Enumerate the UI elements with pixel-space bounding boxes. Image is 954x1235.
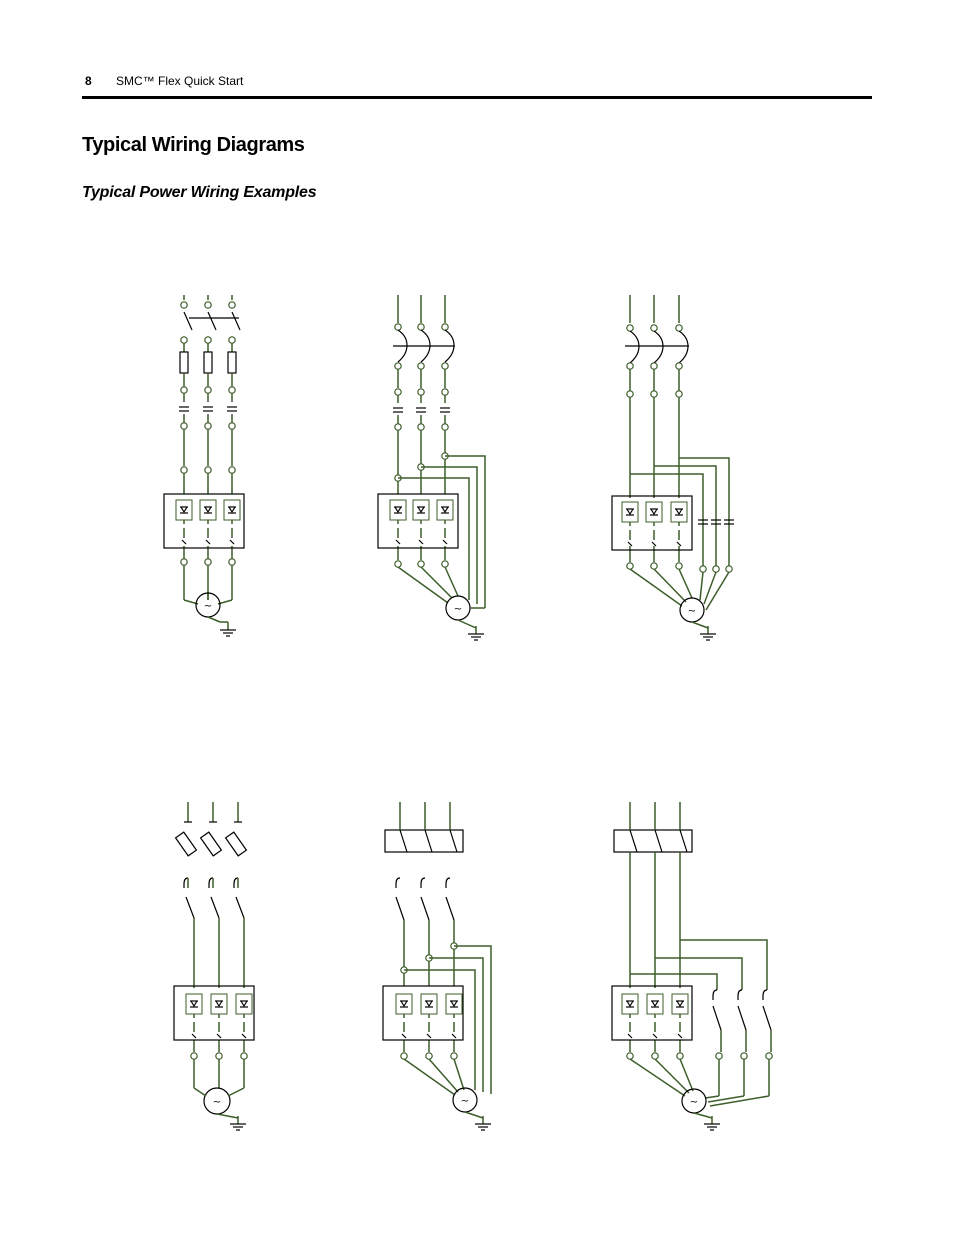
smc-controller-box — [612, 496, 692, 550]
terminal-node — [766, 1053, 772, 1059]
scr-cell — [176, 500, 192, 520]
wire — [242, 1034, 246, 1038]
terminal-node — [418, 389, 424, 395]
scr-icon — [426, 1001, 432, 1006]
wire — [206, 540, 210, 544]
fuse-icon — [201, 832, 222, 856]
terminal-node — [229, 467, 235, 473]
contact-hook — [738, 990, 742, 1000]
wire — [228, 1088, 244, 1096]
wire — [443, 540, 447, 544]
terminal-node — [205, 302, 211, 308]
breaker-arc — [654, 331, 663, 363]
fuse-icon — [176, 832, 197, 856]
scr-icon — [677, 1001, 683, 1006]
breaker-arc — [630, 331, 639, 363]
terminal-node — [418, 324, 424, 330]
terminal-node — [181, 337, 187, 343]
terminal-node — [442, 561, 448, 567]
wire — [192, 1034, 196, 1038]
wire — [653, 1034, 657, 1038]
wire — [677, 542, 681, 546]
scr-cell — [647, 994, 663, 1014]
wire — [630, 974, 717, 990]
terminal-node — [205, 387, 211, 393]
wire — [692, 622, 708, 628]
contact-hook — [713, 990, 717, 1000]
contact-hook — [396, 878, 400, 888]
scr-icon — [651, 509, 657, 514]
wire — [713, 1006, 721, 1030]
wire — [655, 830, 662, 852]
wire — [738, 1006, 746, 1030]
wire — [705, 1096, 719, 1098]
wire — [763, 1006, 771, 1030]
motor-symbol: ~ — [689, 1097, 699, 1108]
wire — [454, 1059, 464, 1090]
terminal-node — [652, 1053, 658, 1059]
diagram-4 — [174, 802, 254, 1130]
terminal-node — [395, 363, 401, 369]
terminal-node — [726, 566, 732, 572]
wire — [694, 1113, 712, 1118]
terminal-node — [442, 363, 448, 369]
wire — [230, 540, 234, 544]
wire — [396, 897, 404, 920]
wire — [446, 897, 454, 920]
scr-icon — [676, 509, 682, 514]
breaker-arc — [679, 331, 688, 363]
scr-cell — [646, 502, 662, 522]
wire — [211, 897, 219, 918]
terminal-node — [401, 1053, 407, 1059]
scr-icon — [191, 1001, 197, 1006]
scr-icon — [442, 507, 448, 512]
terminal-node — [442, 324, 448, 330]
section-subtitle: Typical Power Wiring Examples — [82, 184, 317, 201]
page-title: Typical Wiring Diagrams — [82, 134, 305, 156]
terminal-node — [713, 566, 719, 572]
terminal-node — [426, 1053, 432, 1059]
terminal-node — [205, 559, 211, 565]
terminal-node — [241, 1053, 247, 1059]
terminal-node — [741, 1053, 747, 1059]
scr-cell — [200, 500, 216, 520]
wire — [402, 1034, 406, 1038]
scr-icon — [181, 507, 187, 512]
terminal-node — [205, 337, 211, 343]
terminal-node — [191, 1053, 197, 1059]
terminal-node — [442, 389, 448, 395]
wire — [700, 572, 703, 600]
wire — [427, 1034, 431, 1038]
terminal-node — [677, 1053, 683, 1059]
scr-icon — [205, 507, 211, 512]
wire — [628, 542, 632, 546]
scr-icon — [401, 1001, 407, 1006]
terminal-node — [716, 1053, 722, 1059]
scr-cell — [437, 500, 453, 520]
scr-cell — [211, 994, 227, 1014]
terminal-node — [229, 387, 235, 393]
terminal-node — [442, 424, 448, 430]
wire — [208, 312, 216, 330]
scr-icon — [627, 509, 633, 514]
terminal-node — [627, 325, 633, 331]
terminal-node — [181, 423, 187, 429]
scr-cell — [421, 994, 437, 1014]
motor-symbol: ~ — [212, 1097, 222, 1108]
wire — [704, 572, 716, 604]
motor-symbol: ~ — [203, 601, 213, 612]
wire — [452, 1034, 456, 1038]
terminal-node — [229, 559, 235, 565]
running-header: SMC™ Flex Quick Start — [116, 74, 244, 88]
wire — [398, 567, 448, 603]
wire — [445, 456, 485, 608]
motor-symbol: ~ — [687, 606, 697, 617]
wire — [465, 1112, 483, 1118]
wire — [396, 540, 400, 544]
diagram-6 — [612, 802, 772, 1130]
fuse-icon — [180, 352, 188, 373]
scr-cell — [622, 994, 638, 1014]
terminal-node — [676, 325, 682, 331]
terminal-node — [676, 363, 682, 369]
wire — [680, 940, 767, 990]
scr-cell — [446, 994, 462, 1014]
scr-cell — [396, 994, 412, 1014]
wire — [186, 897, 194, 918]
terminal-node — [181, 467, 187, 473]
terminal-node — [418, 424, 424, 430]
scr-cell — [186, 994, 202, 1014]
scr-icon — [216, 1001, 222, 1006]
terminal-node — [627, 1053, 633, 1059]
wire — [184, 312, 192, 330]
terminal-node — [651, 563, 657, 569]
contact-hook — [421, 878, 425, 888]
wire — [652, 542, 656, 546]
terminal-node — [395, 424, 401, 430]
terminal-node — [627, 391, 633, 397]
wire — [445, 567, 458, 596]
wire — [630, 1059, 685, 1096]
wire — [232, 312, 240, 330]
terminal-node — [181, 387, 187, 393]
wire — [400, 830, 407, 852]
diagram-2 — [378, 295, 485, 640]
terminal-node — [651, 363, 657, 369]
motor-symbol: ~ — [453, 604, 463, 615]
terminal-node — [205, 467, 211, 473]
isolation-switch-box — [614, 830, 692, 852]
wire — [182, 540, 186, 544]
scr-icon — [627, 1001, 633, 1006]
scr-cell — [413, 500, 429, 520]
scr-icon — [395, 507, 401, 512]
terminal-node — [418, 561, 424, 567]
scr-cell — [671, 502, 687, 522]
wire — [628, 1034, 632, 1038]
terminal-node — [205, 423, 211, 429]
wire — [194, 1088, 206, 1096]
terminal-node — [676, 391, 682, 397]
terminal-node — [451, 1053, 457, 1059]
wire — [450, 830, 457, 852]
wire — [679, 569, 692, 598]
scr-icon — [652, 1001, 658, 1006]
scr-cell — [224, 500, 240, 520]
scr-icon — [229, 507, 235, 512]
fuse-icon — [226, 832, 247, 856]
wire — [654, 466, 716, 566]
fuse-icon — [228, 352, 236, 373]
scr-icon — [241, 1001, 247, 1006]
contact-hook — [763, 990, 767, 1000]
terminal-node — [651, 325, 657, 331]
wire — [425, 830, 432, 852]
scr-icon — [418, 507, 424, 512]
wire — [680, 830, 687, 852]
wire — [419, 540, 423, 544]
terminal-node — [229, 423, 235, 429]
wire — [404, 1059, 455, 1095]
terminal-node — [229, 337, 235, 343]
wire — [208, 617, 220, 622]
wire — [458, 620, 476, 628]
terminal-node — [216, 1053, 222, 1059]
diagram-5 — [383, 802, 491, 1130]
diagram-1 — [164, 295, 244, 636]
fuse-icon — [204, 352, 212, 373]
wire — [630, 569, 682, 606]
wire — [217, 1114, 238, 1118]
scr-cell — [672, 994, 688, 1014]
wire — [678, 1034, 682, 1038]
scr-cell — [622, 502, 638, 522]
wire — [421, 897, 429, 920]
wire — [236, 897, 244, 918]
scr-cell — [236, 994, 252, 1014]
terminal-node — [181, 559, 187, 565]
page-number: 8 — [85, 74, 92, 88]
wire — [217, 1034, 221, 1038]
terminal-node — [651, 391, 657, 397]
scr-cell — [390, 500, 406, 520]
terminal-node — [395, 561, 401, 567]
wire — [454, 946, 491, 1094]
scr-icon — [451, 1001, 457, 1006]
motor-symbol: ~ — [460, 1096, 470, 1107]
wire — [630, 830, 637, 852]
terminal-node — [395, 389, 401, 395]
terminal-node — [627, 563, 633, 569]
contact-hook — [446, 878, 450, 888]
terminal-node — [700, 566, 706, 572]
terminal-node — [676, 563, 682, 569]
terminal-node — [418, 363, 424, 369]
terminal-node — [229, 302, 235, 308]
terminal-node — [627, 363, 633, 369]
diagram-3 — [612, 295, 734, 640]
terminal-node — [395, 324, 401, 330]
terminal-node — [181, 302, 187, 308]
